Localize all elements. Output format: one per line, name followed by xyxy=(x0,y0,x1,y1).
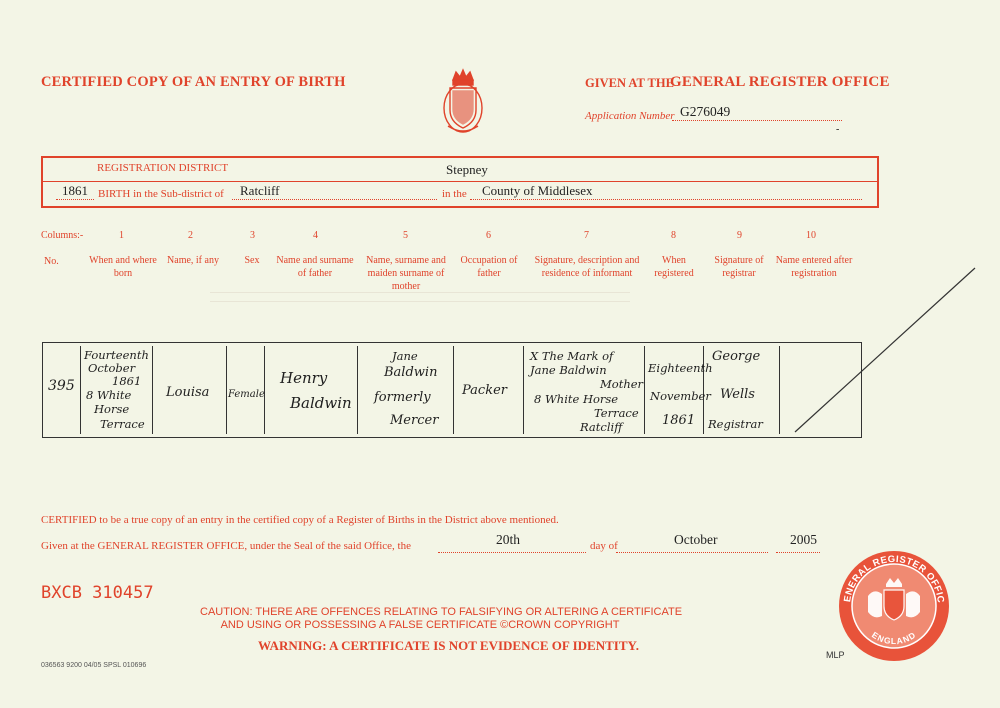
column-number: 8 xyxy=(671,230,676,241)
column-number: 9 xyxy=(737,230,742,241)
certification-day: 20th xyxy=(496,532,521,547)
certified-statement: CERTIFIED to be a true copy of an entry in the certified copy of a Register of Births in the District above mentioned. xyxy=(41,514,559,526)
mother-name-line: Mercer xyxy=(390,413,439,428)
when-registered-line: November xyxy=(650,389,711,403)
informant-line: Terrace xyxy=(594,406,639,420)
certification-year: 2005 xyxy=(790,532,817,547)
informant-line: 8 White Horse xyxy=(534,392,619,406)
column-heading: Occupation of father xyxy=(460,255,518,279)
svg-text:GENERAL REGISTER OFFICE: ENERAL REGISTER OFFIC xyxy=(842,553,947,604)
when-where-line: Terrace xyxy=(100,417,145,431)
no-label: No. xyxy=(44,256,59,267)
given-at-statement: Given at the GENERAL REGISTER OFFICE, under the Seal of the said Office, the xyxy=(41,540,411,552)
when-registered-line: Eighteenth xyxy=(648,361,713,375)
column-heading: Name, surname and maiden surname of mother xyxy=(366,255,446,292)
informant-line: Ratcliff xyxy=(580,420,623,434)
when-where-line: Fourteenth xyxy=(84,348,149,362)
caution-line: AND USING OR POSSESSING A FALSE CERTIFICATE ©CROWN COPYRIGHT xyxy=(220,619,620,631)
subdistrict-value: Ratcliff xyxy=(240,183,280,198)
columns-label: Columns:- xyxy=(41,230,84,241)
certification-month: October xyxy=(674,532,718,547)
column-number: 10 xyxy=(806,230,816,241)
entry-number: 395 xyxy=(48,378,75,394)
office-title: GENERAL REGISTER OFFICE xyxy=(670,74,890,90)
when-where-line: 8 White xyxy=(86,388,132,402)
in-the-label: in the xyxy=(442,188,467,200)
column-heading: Name, if any xyxy=(167,255,219,266)
certificate-sheet: CERTIFIED COPY OF AN ENTRY OF BIRTH GIVEN AT THE GENERAL REGISTER OFFICE Application Number G276049 - REGISTRATION DISTRICT Stepney 1861 BIRTH in the Sub-district of Ratcliff in the County of Middlesex Columns:- No. 1 When and where born 2 Name, if any 3 Sex 4 Name and surname of father 5 Name, surname and maiden surname of mother 6 Occupation of father 7 Signature, description and residence of informant 8 When registered 9 Signature of registrar 10 Name entered after registration 395 Fourteenth October 1861 8 White Horse Terrace Louisa Female Henry Baldwin Jane Baldwin formerly Mercer Packer X The Mark of Jane Baldwin Mother 8 White Horse Terrace Ratcliff Eighteenth November 1861 George Wells Registrar CERTIFIED to be a true copy of an entry in the certified copy of a Register of Births in the District above mentioned. Given at the GENERAL REGISTER OFFICE, under the Seal of the said Office, the 20th day of October 2005 BXCB 310457 CAUTION: THERE ARE OFFENCES RELATING TO FALSIFYING OR ALTERING A CERTIFICATE AND USING OR POSSESSING A FALSE CERTIFICATE ©CROWN COPYRIGHT WARNING: A CERTIFICATE IS NOT EVIDENCE OF IDENTITY. 036563 9200 04/05 SPSL 010696 ENERAL REGISTER OFFIC ENGLAND MLP xyxy=(0,0,1000,708)
informant-line: X The Mark of xyxy=(530,349,614,363)
subdistrict-label: BIRTH in the Sub-district of xyxy=(98,188,224,200)
column-heading: Signature, description and residence of informant xyxy=(534,255,640,279)
when-registered-line: 1861 xyxy=(662,413,696,428)
mother-name-line: Jane xyxy=(392,349,418,363)
general-register-office-seal-icon xyxy=(838,550,950,667)
county-value: County of Middlesex xyxy=(482,183,593,198)
registrar-line: Registrar xyxy=(708,417,763,431)
mlp-code: MLP xyxy=(826,650,845,660)
column-number: 2 xyxy=(188,230,193,241)
column-number: 4 xyxy=(313,230,318,241)
footer-code: 036563 9200 04/05 SPSL 010696 xyxy=(41,662,147,669)
registration-district-value: Stepney xyxy=(446,162,488,177)
column-heading: Signature of registrar xyxy=(714,255,764,279)
column-heading: Name entered after registration xyxy=(775,255,853,279)
registrar-line: George xyxy=(712,349,761,364)
given-at-label: GIVEN AT THE xyxy=(585,76,674,90)
father-name-line: Henry xyxy=(280,369,328,387)
informant-line: Jane Baldwin xyxy=(530,363,607,377)
day-of-label: day of xyxy=(590,540,618,552)
informant-line: Mother xyxy=(600,377,644,391)
child-sex: Female xyxy=(228,389,265,400)
when-where-line: October xyxy=(88,361,136,375)
father-occupation: Packer xyxy=(462,383,507,398)
child-name: Louisa xyxy=(166,385,210,400)
application-number: G276049 xyxy=(680,104,731,119)
application-number-label: Application Number xyxy=(585,110,675,122)
column-number: 5 xyxy=(403,230,408,241)
column-heading: When registered xyxy=(654,255,694,279)
registration-district-label: REGISTRATION DISTRICT xyxy=(97,162,229,174)
caution-line: CAUTION: THERE ARE OFFENCES RELATING TO FALSIFYING OR ALTERING A CERTIFICATE xyxy=(200,606,683,618)
column-heading: Sex xyxy=(244,255,260,266)
column-number: 7 xyxy=(584,230,589,241)
mother-name-line: formerly xyxy=(374,390,431,405)
certificate-title: CERTIFIED COPY OF AN ENTRY OF BIRTH xyxy=(41,74,346,90)
mother-name-line: Baldwin xyxy=(384,365,438,380)
warning-text: WARNING: A CERTIFICATE IS NOT EVIDENCE OF IDENTITY. xyxy=(258,638,639,653)
column-number: 1 xyxy=(119,230,124,241)
column-number: 3 xyxy=(250,230,255,241)
registration-year: 1861 xyxy=(62,183,88,198)
when-where-line: 1861 xyxy=(112,374,142,388)
certificate-serial: BXCB 310457 xyxy=(41,583,154,603)
father-name-line: Baldwin xyxy=(290,394,352,412)
column-heading: Name and surname of father xyxy=(276,255,354,279)
column-number: 6 xyxy=(486,230,491,241)
registrar-line: Wells xyxy=(720,387,755,402)
column-heading: When and where born xyxy=(89,255,157,279)
when-where-line: Horse xyxy=(94,402,130,416)
svg-text:ENGLAND: ENGLAND xyxy=(870,629,918,647)
